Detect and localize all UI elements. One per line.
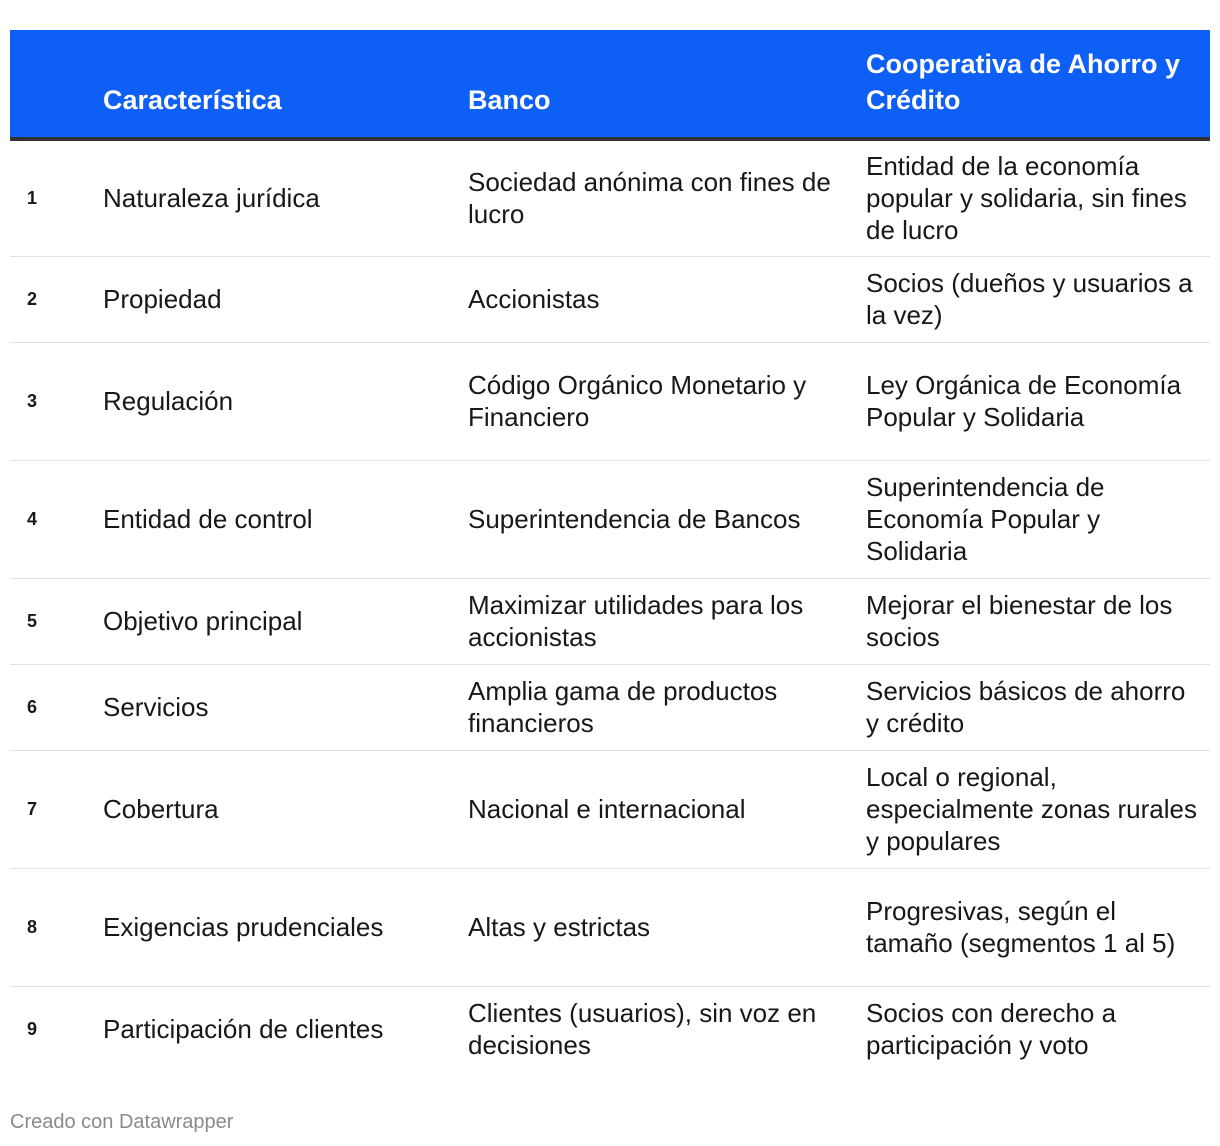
table-row: [10, 750, 1210, 868]
cell-banco: Accionistas: [468, 256, 866, 342]
cell-banco: Clientes (usuarios), sin voz en decisiones: [468, 998, 817, 1061]
cell-cooperativa: Entidad de la economía popular y solidaria, sin fines de lucro: [866, 139, 1210, 256]
cell-cooperativa: Socios con derecho a participación y voto: [866, 998, 1117, 1061]
cell-banco: Código Orgánico Monetario y Financiero: [468, 342, 866, 460]
cell-cooperativa: Ley Orgánica de Economía Popular y Solidaria: [866, 342, 1210, 460]
table-row: [10, 868, 1210, 986]
cell-cooperativa: Progresivas, según el tamaño (segmentos 1 al 5): [866, 868, 1210, 986]
row-number: 3: [10, 342, 103, 460]
cell-cooperativa: Local o regional, especialmente zonas rurales y populares: [866, 750, 1210, 868]
cell-caracteristica: Cobertura: [103, 750, 468, 868]
header-num: [10, 30, 103, 139]
cell-caracteristica: Servicios: [103, 664, 468, 750]
cell-cooperativa: Servicios básicos de ahorro y crédito: [866, 664, 1210, 750]
cell-caracteristica: Regulación: [103, 342, 468, 460]
header-cooperativa[interactable]: Cooperativa de Ahorro y Crédito: [866, 30, 1210, 139]
comparison-table: [10, 30, 1210, 1072]
cell-banco: Altas y estrictas: [468, 868, 866, 986]
header-banco[interactable]: Banco: [468, 30, 866, 139]
footer-credit[interactable]: Creado con Datawrapper: [10, 1111, 234, 1133]
cell-caracteristica: Objetivo principal: [103, 578, 468, 664]
cell-caracteristica: Participación de clientes: [103, 1014, 384, 1045]
row-number: 6: [10, 664, 103, 750]
table-row: [10, 139, 1210, 256]
table-row: [10, 256, 1210, 342]
row-number: 7: [10, 750, 103, 868]
cell-caracteristica: Entidad de control: [103, 460, 468, 578]
table-header: [10, 30, 1210, 139]
cell-banco: Maximizar utilidades para los accionistas: [468, 578, 866, 664]
row-number: 4: [10, 460, 103, 578]
cell-caracteristica: Propiedad: [103, 256, 468, 342]
cell-banco: Superintendencia de Bancos: [468, 460, 866, 578]
row-number: 8: [10, 868, 103, 986]
row-number: 2: [10, 256, 103, 342]
table-row: [10, 986, 1210, 1072]
table-row: [10, 578, 1210, 664]
cell-cooperativa: Mejorar el bienestar de los socios: [866, 578, 1210, 664]
row-number: 1: [10, 139, 103, 256]
table-row: [10, 342, 1210, 460]
row-number: 5: [10, 578, 103, 664]
cell-banco: Nacional e internacional: [468, 750, 866, 868]
table-row: [10, 460, 1210, 578]
table-body: [10, 139, 1210, 1072]
cell-cooperativa: Socios (dueños y usuarios a la vez): [866, 256, 1210, 342]
row-number: 9: [27, 1019, 38, 1040]
header-row: [10, 30, 1210, 139]
comparison-table-container: [10, 30, 1210, 1072]
header-caracteristica[interactable]: Característica: [103, 30, 468, 139]
cell-banco: Sociedad anónima con fines de lucro: [468, 139, 866, 256]
cell-caracteristica: Naturaleza jurídica: [103, 139, 468, 256]
table-row: [10, 664, 1210, 750]
cell-cooperativa: Superintendencia de Economía Popular y Solidaria: [866, 460, 1210, 578]
cell-caracteristica: Exigencias prudenciales: [103, 868, 468, 986]
cell-banco: Amplia gama de productos financieros: [468, 664, 866, 750]
